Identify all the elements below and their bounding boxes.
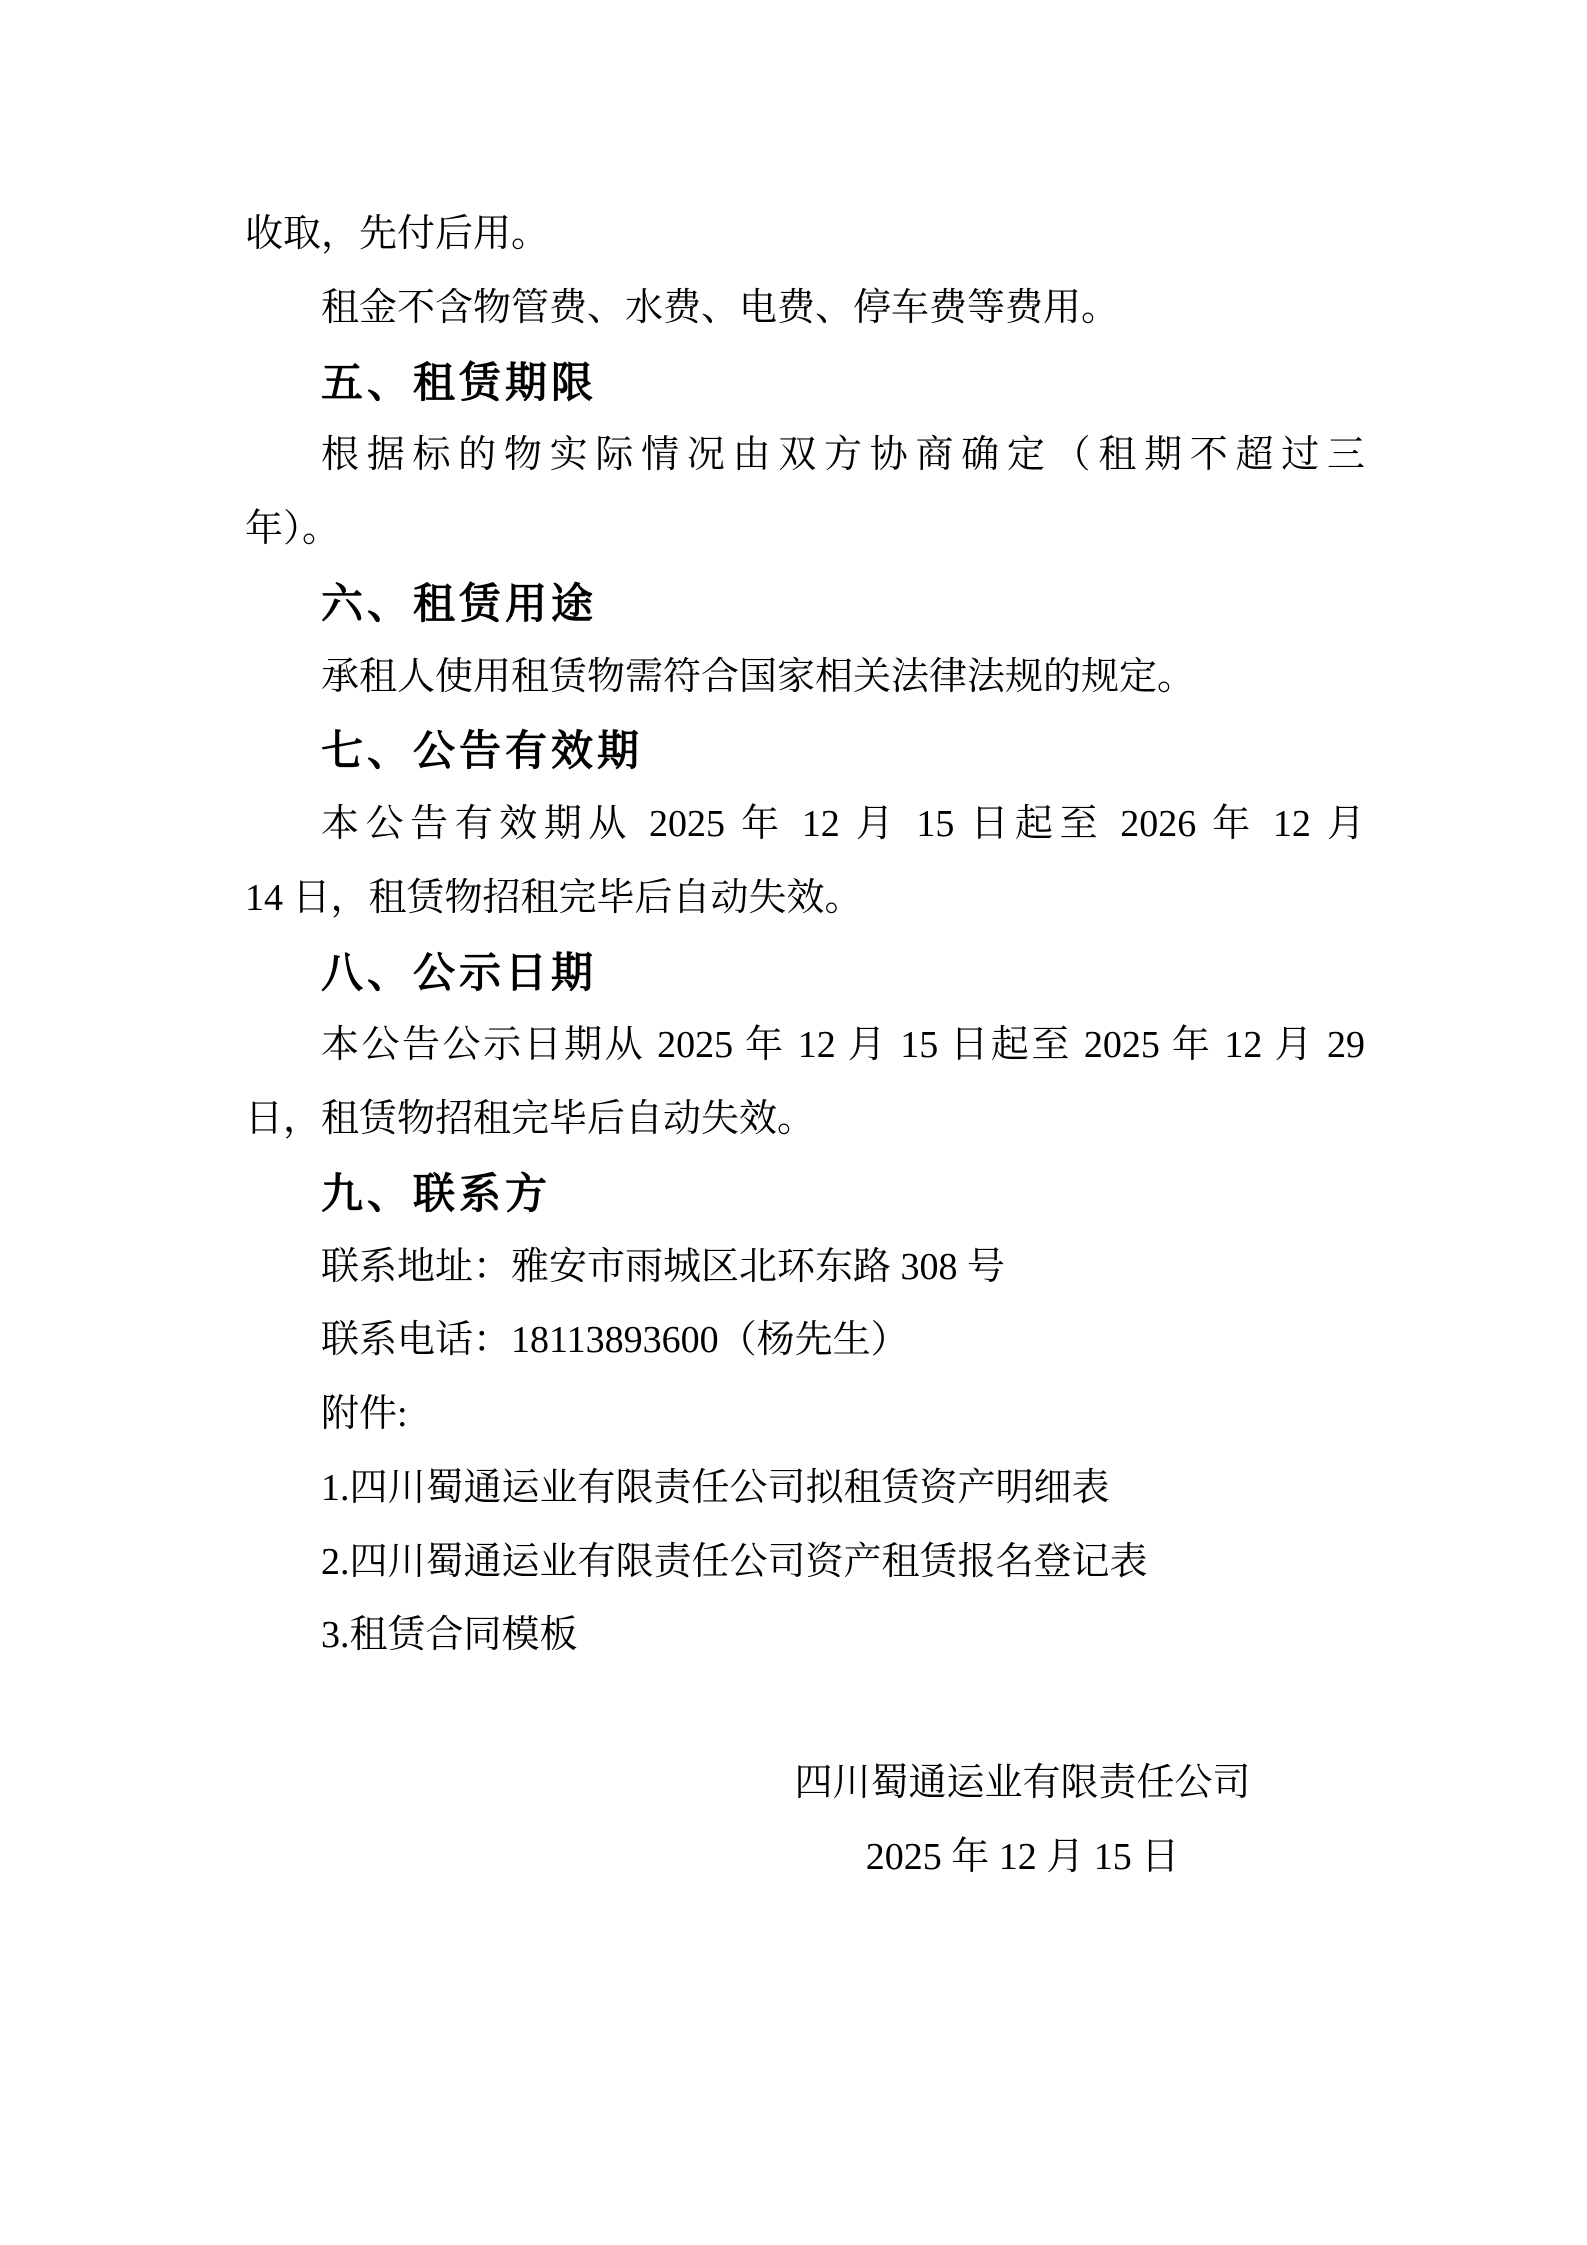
section-5-line-2: 年）。 bbox=[245, 508, 341, 550]
section-9-heading: 九、联系方 bbox=[321, 1169, 552, 1217]
attachment-item-1: 1.四川蜀通运业有限责任公司拟租赁资产明细表 bbox=[321, 1466, 1110, 1509]
attachments-label: 附件: bbox=[321, 1393, 408, 1435]
contact-address-line: 联系地址：雅安市雨城区北环东路 308 号 bbox=[321, 1245, 1006, 1288]
paragraph-continuation-line: 收取，先付后用。 bbox=[245, 213, 550, 255]
attachment-item-2: 2.四川蜀通运业有限责任公司资产租赁报名登记表 bbox=[321, 1540, 1148, 1583]
section-5-line-1: 根据标的物实际情况由双方协商确定（租期不超过三 bbox=[321, 434, 1365, 477]
attachment-item-3: 3.租赁合同模板 bbox=[321, 1614, 578, 1657]
section-8-line-1: 本公告公示日期从 2025 年 12 月 15 日起至 2025 年 12 月 29 bbox=[321, 1024, 1365, 1067]
signature-company: 四川蜀通运业有限责任公司 bbox=[794, 1762, 1251, 1804]
section-7-heading: 七、公告有效期 bbox=[321, 727, 644, 775]
section-8-line-2: 日，租赁物招租完毕后自动失效。 bbox=[245, 1098, 816, 1140]
section-7-line-1: 本公告有效期从 2025 年 12 月 15 日起至 2026 年 12 月 bbox=[321, 803, 1365, 845]
section-7-line-2: 14 日，租赁物招租完毕后自动失效。 bbox=[245, 876, 863, 919]
signature-date: 2025 年 12 月 15 日 bbox=[865, 1835, 1180, 1878]
section-5-heading: 五、租赁期限 bbox=[321, 358, 598, 406]
contact-phone-line: 联系电话：18113893600（杨先生） bbox=[321, 1319, 909, 1362]
signature-block bbox=[480, 1747, 1565, 1895]
section-6-line-1: 承租人使用租赁物需符合国家相关法律法规的规定。 bbox=[321, 655, 1196, 698]
rent-note-line: 租金不含物管费、水费、电费、停车费等费用。 bbox=[321, 286, 1120, 329]
section-8-heading: 八、公示日期 bbox=[321, 948, 598, 996]
section-6-heading: 六、租赁用途 bbox=[321, 579, 598, 627]
document-body bbox=[245, 198, 1365, 1673]
